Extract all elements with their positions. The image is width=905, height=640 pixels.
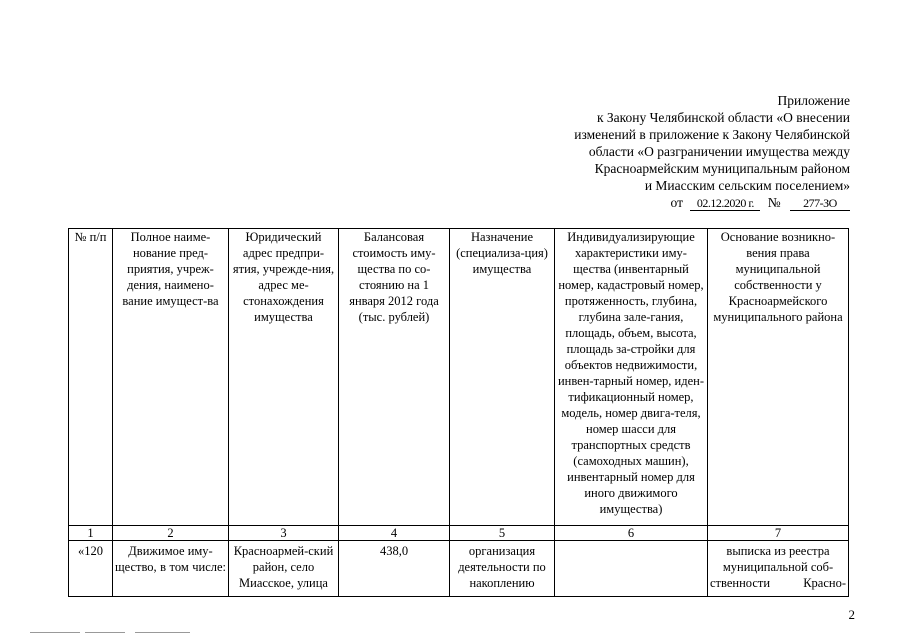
header-cell-basis: Основание возникно-вения права муниципальной собственности у Красноармейского муниципального района (708, 229, 849, 526)
header-cell-name: Полное наиме-нование пред-приятия, учреж-дения, наимено-вание имущест-ва (113, 229, 229, 526)
row-basis: выписка из реестра муниципальной соб-ственности Красно- (708, 541, 849, 597)
appendix-header (520, 92, 850, 211)
column-number: 1 (69, 526, 113, 541)
date-prefix: от (670, 195, 683, 210)
row-address: Красноармей-ский район, село Миасское, улица (229, 541, 339, 597)
law-date-number (520, 194, 850, 211)
column-number-row (69, 526, 849, 541)
row-purpose: организация деятельности по накоплению (450, 541, 555, 597)
page-number: 2 (848, 607, 855, 622)
appendix-line: изменений в приложение к Закону Челябинской (574, 127, 850, 142)
property-table (68, 228, 849, 597)
header-cell-address: Юридический адрес предпри-ятия, учрежде-ния, адрес ме-стонахождения имущества (229, 229, 339, 526)
header-cell-purpose: Назначение (специализа-ция) имущества (450, 229, 555, 526)
appendix-line: Приложение (777, 93, 850, 108)
scan-artifact-marks (0, 632, 200, 636)
number-prefix: № (767, 195, 781, 210)
column-number: 3 (229, 526, 339, 541)
appendix-line: области «О разграничении имущества между (588, 144, 850, 159)
header-cell-characteristics: Индивидуализирующие характеристики иму-щества (инвентарный номер, кадастровый номер, протяженность, глубина, глубина зале-гания, площадь, объем, высота, площадь за-стройки для объектов недвижимости, инвен-тарный номер, иден-тификационный номер, модель, номер двига-теля, номер шасси для транспортных средств (самоходных машин), инвентарный номер для иного движимого имущества) (555, 229, 708, 526)
row-number: «120 (69, 541, 113, 597)
law-date: 02.12.2020 г. (690, 196, 760, 211)
column-number: 2 (113, 526, 229, 541)
column-number: 4 (339, 526, 450, 541)
column-number: 5 (450, 526, 555, 541)
appendix-line: Красноармейским муниципальным районом (594, 161, 850, 176)
column-number: 6 (555, 526, 708, 541)
row-name: Движимое иму-щество, в том числе: (113, 541, 229, 597)
column-number: 7 (708, 526, 849, 541)
table-header-row (69, 229, 849, 526)
header-cell-number: № п/п (69, 229, 113, 526)
appendix-line: к Закону Челябинской области «О внесении (596, 110, 850, 125)
law-number: 277-ЗО (790, 196, 850, 211)
header-cell-value: Балансовая стоимость иму-щества по со-стоянию на 1 января 2012 года (тыс. рублей) (339, 229, 450, 526)
row-characteristics (555, 541, 708, 597)
row-value: 438,0 (339, 541, 450, 597)
table-row (69, 541, 849, 597)
appendix-line: и Миасским сельским поселением» (644, 178, 850, 193)
